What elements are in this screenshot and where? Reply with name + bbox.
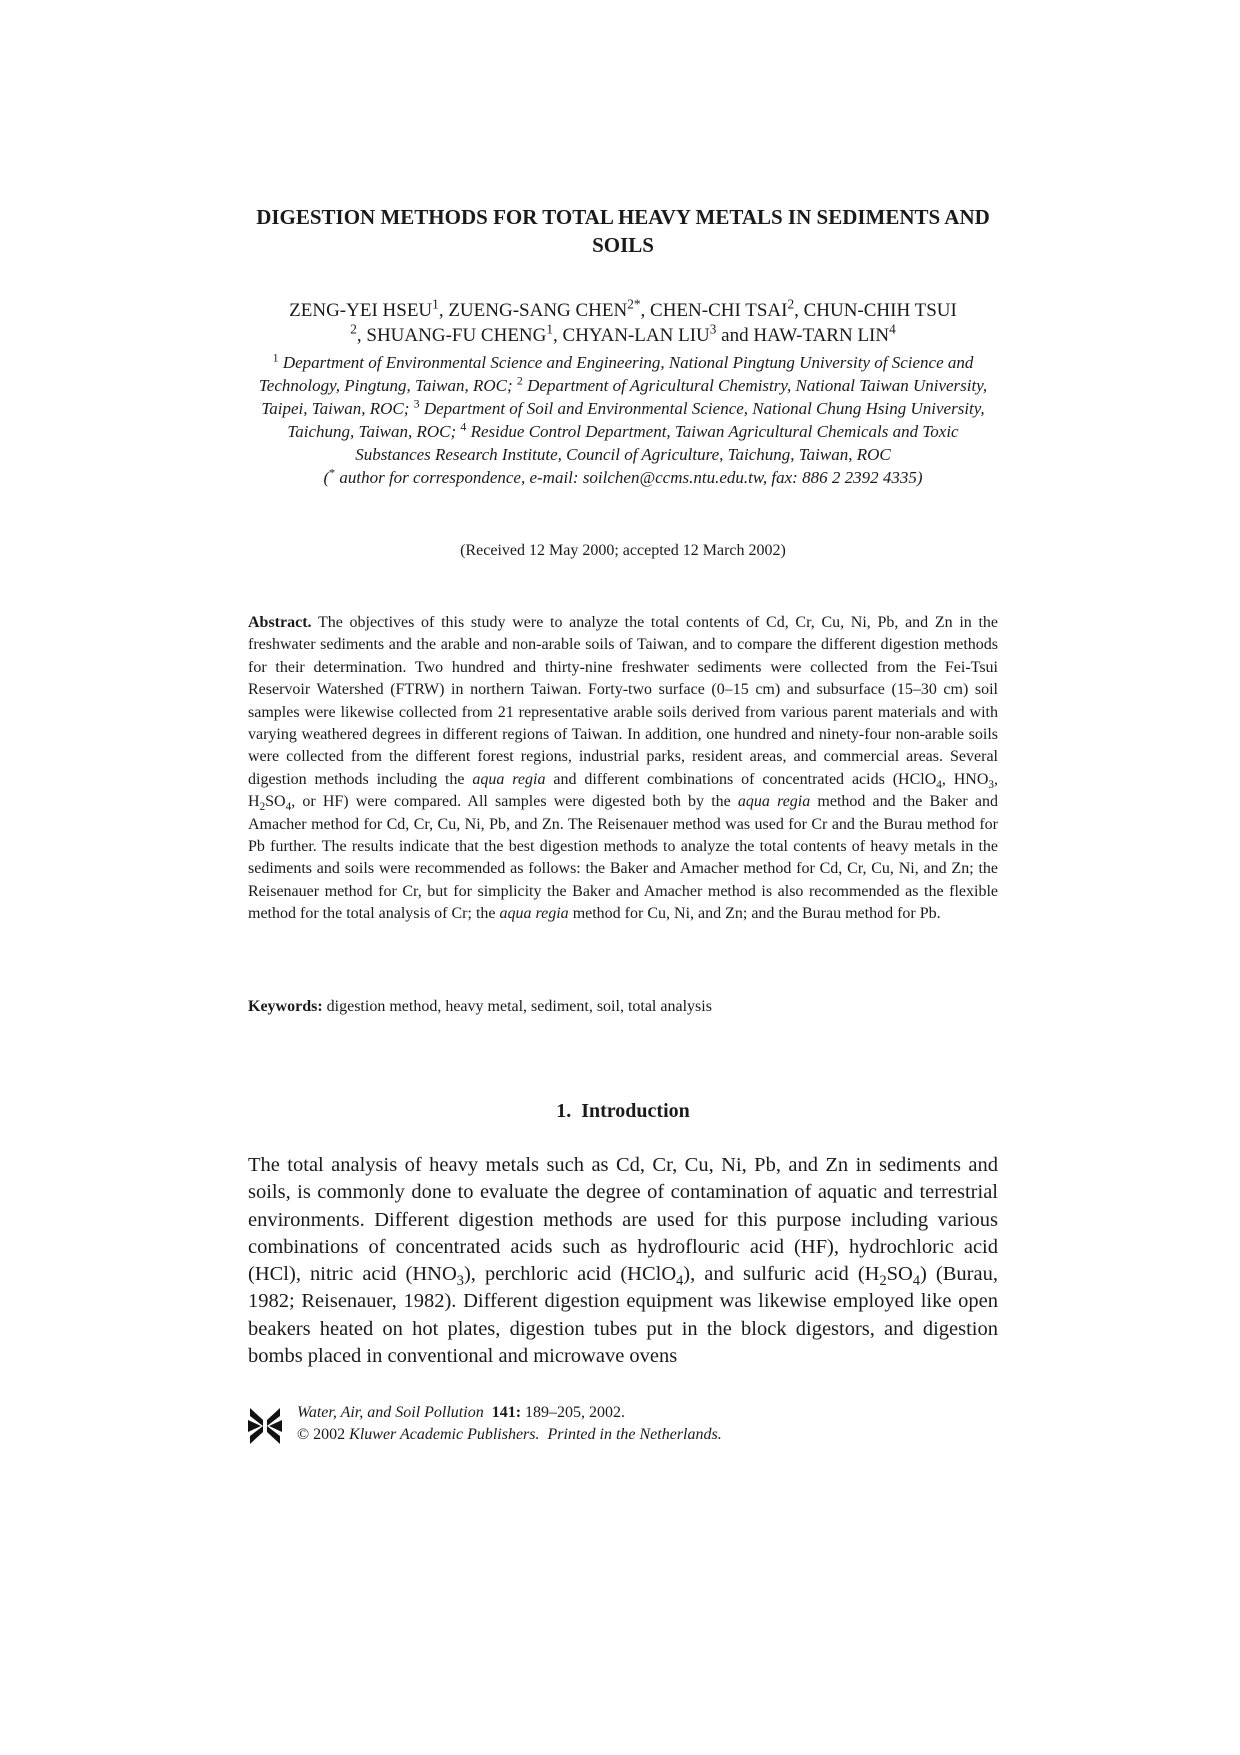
author-affil-mark: 1	[546, 321, 554, 337]
journal-volume: 141:	[491, 1404, 522, 1421]
abstract-text: method and the Baker and Amacher method for Cd, Cr, Cu, Ni, Pb, and Zn. The Reisenauer method was used for Cr and the Burau method for Pb further. The results indicate that the best digestion methods to analyze the total contents of heavy metals in the sediments and soils were recommended as follows: the Baker and Amacher method for Cd, Cr, Cu, Ni, and Zn; the Reisenauer method for Cr, but for simplicity the Baker and Amacher method is also recommended as the flexible method for the total analysis of Cr; the	[248, 793, 998, 923]
abstract-italic: aqua regia	[472, 770, 546, 788]
author-name: ZENG-YEI HSEU	[289, 300, 433, 321]
affiliations	[248, 351, 998, 489]
abstract-italic: aqua regia	[737, 793, 811, 811]
abstract-text: , HNO	[941, 770, 989, 788]
abstract-label: Abstract.	[248, 614, 312, 631]
author-separator: ,	[356, 325, 367, 346]
affil-text: Department of Soil and Environmental Science, National Chung Hsing University, Taichung, Taiwan, ROC;	[287, 399, 985, 441]
author-affil-mark: 2	[787, 296, 795, 312]
abstract-text: and different combinations of concentrated acids (HClO	[545, 770, 937, 788]
subscript: 4	[912, 1273, 921, 1290]
keywords	[248, 996, 998, 1018]
affil-mark: 2	[516, 373, 523, 388]
author-affil-mark: 1	[432, 296, 439, 312]
author-separator: ,	[640, 300, 651, 321]
corr-text: author for correspondence, e-mail: soilchen@ccms.ntu.edu.tw, fax: 886 2 2392 4335)	[335, 468, 923, 487]
received-dates: (Received 12 May 2000; accepted 12 March 2002)	[460, 542, 786, 559]
subscript: 3	[456, 1273, 464, 1290]
affil-mark: 3	[413, 396, 420, 411]
subscript: 2	[879, 1273, 887, 1290]
paper-title: DIGESTION METHODS FOR TOTAL HEAVY METALS IN SEDIMENTS AND SOILS	[256, 205, 990, 257]
subscript: 4	[936, 779, 942, 792]
section-heading-introduction: 1. Introduction	[556, 1100, 690, 1122]
author-affil-mark: 2*	[627, 296, 641, 312]
author-name: CHUN-CHIH TSUI	[803, 300, 957, 321]
corr-open: (	[323, 468, 330, 487]
author-affil-mark: 4	[889, 321, 896, 337]
author-name: SHUANG-FU CHENG	[366, 325, 547, 346]
affil-text: Department of Environmental Science and Engineering, National Pingtung University of Science and Technology, Pingtung, Taiwan, ROC;	[258, 353, 974, 395]
subscript: 4	[676, 1273, 684, 1290]
printed-in: Printed in the Netherlands.	[539, 1426, 722, 1443]
author-affil-mark: 3	[709, 321, 717, 337]
author-name: ZUENG-SANG CHEN	[448, 300, 628, 321]
author-separator: ,	[553, 325, 563, 346]
author-name: CHEN-CHI TSAI	[650, 300, 788, 321]
author-name: CHYAN-LAN LIU	[562, 325, 710, 346]
author-separator: and	[716, 325, 754, 346]
abstract-italic: aqua regia	[499, 905, 569, 923]
publisher-name: Kluwer Academic Publishers.	[345, 1426, 540, 1443]
affil-text: Department of Agricultural Chemistry, National Taiwan University, Taipei, Taiwan, ROC;	[261, 376, 988, 418]
subscript: 2	[259, 801, 266, 814]
affil-text: Residue Control Department, Taiwan Agricultural Chemicals and Toxic Substances Research Institute, Council of Agriculture, Taichung, Taiwan, ROC	[355, 422, 959, 464]
abstract-text: , H	[248, 770, 999, 811]
corr-mark: *	[329, 465, 336, 480]
journal-pages: 189–205, 2002.	[521, 1404, 626, 1421]
keywords-label: Keywords:	[248, 998, 323, 1015]
journal-name: Water, Air, and Soil Pollution	[297, 1404, 484, 1421]
subscript: 3	[988, 779, 995, 792]
abstract-text: method for Cu, Ni, and Zn; and the Burau method for Pb.	[568, 905, 941, 923]
abstract-text: SO	[265, 793, 286, 811]
intro-text: The total analysis of heavy metals such as Cd, Cr, Cu, Ni, Pb, and Zn in sediments and soils, is commonly done to evaluate the degree of contamination of aquatic and terrestrial environments. Different digestion methods are used for this purpose including various combinations of concentrated acids such as hydroflouric acid (HF), hydrochloric acid (HCl), nitric acid (HNO	[248, 1154, 998, 1286]
footer-line-copyright	[297, 1424, 997, 1446]
affil-mark: 1	[272, 350, 279, 365]
author-affil-mark: 2	[350, 321, 357, 337]
author-separator: ,	[794, 300, 804, 321]
author-name: HAW-TARN LIN	[753, 325, 890, 346]
author-separator: ,	[438, 300, 449, 321]
abstract-text: , or HF) were compared. All samples were digested both by the	[291, 793, 738, 811]
footer-line-journal	[297, 1402, 997, 1424]
affil-mark: 4	[460, 419, 467, 434]
keywords-text: digestion method, heavy metal, sediment, soil, total analysis	[322, 998, 712, 1015]
copyright-year: © 2002	[297, 1426, 346, 1443]
kluwer-logo-icon	[248, 1406, 282, 1446]
intro-text: ), and sulfuric acid (H	[683, 1263, 880, 1286]
intro-text: ), perchloric acid (HClO	[463, 1263, 677, 1286]
introduction-body	[248, 1152, 998, 1370]
intro-text: ) (Burau, 1982; Reisenauer, 1982). Different digestion equipment was likewise employed like open beakers heated on hot plates, digestion tubes put in the block digestors, and digestion bombs placed in conventional and microwave ovens	[248, 1263, 998, 1368]
author-list	[248, 298, 998, 348]
subscript: 4	[285, 801, 292, 814]
footer-citation	[297, 1402, 997, 1446]
abstract	[248, 612, 998, 926]
abstract-text: The objectives of this study were to analyze the total contents of Cd, Cr, Cu, Ni, Pb, and Zn in the freshwater sediments and the arable and non-arable soils of Taiwan, and to compare the different digestion methods for their determination. Two hundred and thirty-nine freshwater sediments were collected from the Fei-Tsui Reservoir Watershed (FTRW) in northern Taiwan. Forty-two surface (0–15 cm) and subsurface (15–30 cm) soil samples were likewise collected from 21 representative arable soils derived from various parent materials and with varying weathered degrees in different regions of Taiwan. In addition, one hundred and ninety-four non-arable soils were collected from the different forest regions, industrial parks, resident areas, and commercial areas. Several digestion methods including the	[248, 614, 998, 788]
intro-text: SO	[886, 1263, 913, 1286]
